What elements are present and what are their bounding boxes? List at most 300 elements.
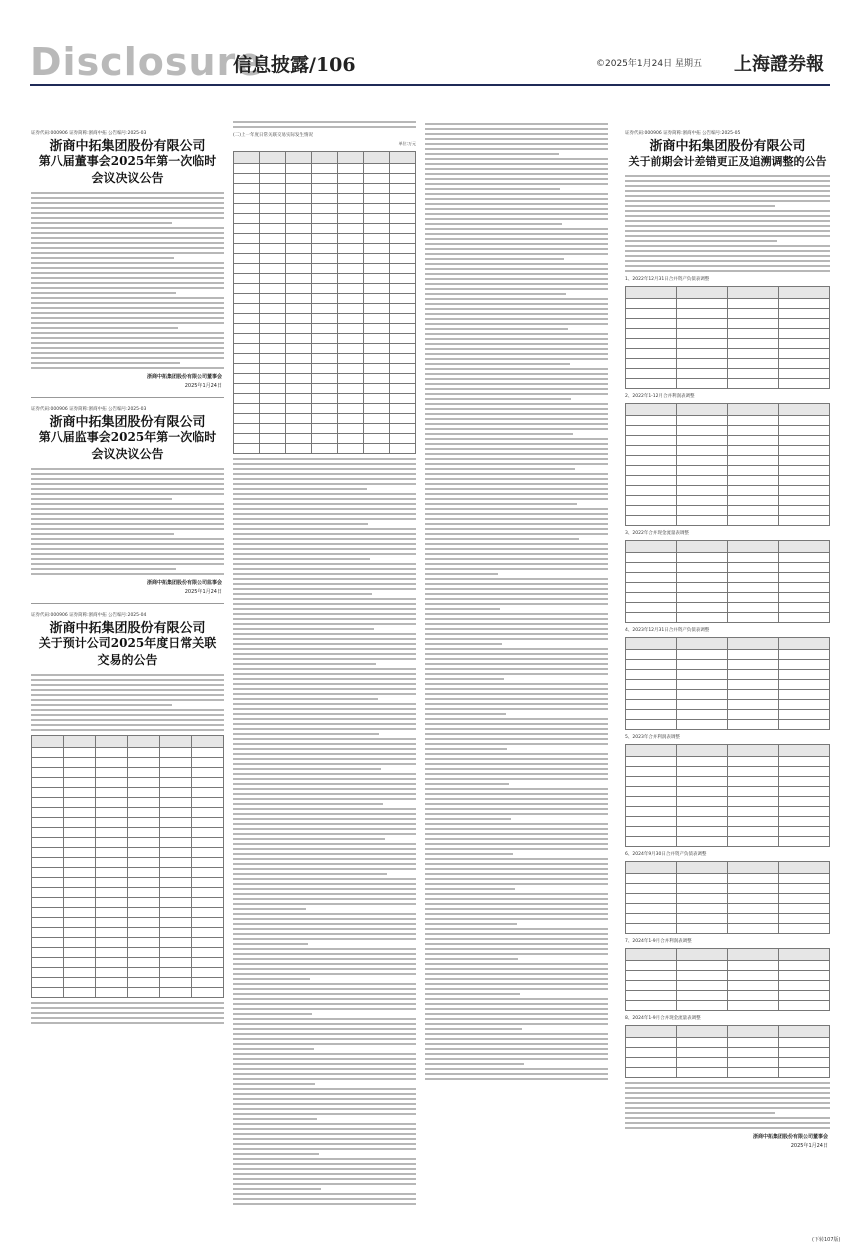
table-cell	[128, 938, 160, 948]
table-cell	[728, 837, 779, 847]
table-cell	[234, 224, 260, 234]
table-row	[234, 324, 416, 334]
table-cell	[728, 807, 779, 817]
text-line	[233, 693, 416, 695]
text-line	[233, 858, 416, 860]
table-cell	[390, 274, 416, 284]
table-cell	[260, 234, 286, 244]
table-row	[32, 988, 224, 998]
text-line	[233, 633, 416, 635]
text-line	[233, 1178, 416, 1180]
table-cell	[364, 274, 390, 284]
table-cell	[677, 680, 728, 690]
table-cell	[677, 436, 728, 446]
table-row	[32, 828, 224, 838]
table-row	[234, 254, 416, 264]
table-cell	[260, 324, 286, 334]
table-cell	[338, 254, 364, 264]
text-line	[425, 328, 568, 330]
table-cell	[390, 354, 416, 364]
table-cell	[32, 938, 64, 948]
table-row	[234, 194, 416, 204]
table-cell	[286, 304, 312, 314]
text-line	[625, 195, 830, 197]
text-line	[425, 1033, 608, 1035]
table-cell	[728, 287, 779, 299]
table-row	[626, 817, 830, 827]
table-cell	[677, 563, 728, 573]
text-line	[425, 618, 608, 620]
table-row	[626, 349, 830, 359]
table-row	[626, 516, 830, 526]
table-cell	[677, 1038, 728, 1048]
table-cell	[626, 446, 677, 456]
table-cell	[234, 404, 260, 414]
text-line	[233, 483, 416, 485]
text-line	[425, 288, 608, 290]
text-line	[31, 247, 224, 249]
table-cell	[338, 374, 364, 384]
text-line	[425, 303, 608, 305]
table-cell	[626, 339, 677, 349]
table-row	[626, 961, 830, 971]
text-line	[625, 250, 830, 252]
table-cell	[677, 767, 728, 777]
text-line	[425, 418, 608, 420]
table-cell	[677, 862, 728, 874]
table-row	[234, 404, 416, 414]
text-line	[425, 958, 518, 960]
table-row	[32, 798, 224, 808]
table-cell	[192, 898, 224, 908]
table-row	[626, 745, 830, 757]
text-line	[31, 307, 224, 309]
table-cell	[728, 720, 779, 730]
text-line	[425, 193, 608, 195]
table-cell	[626, 287, 677, 299]
table-cell	[312, 274, 338, 284]
text-line	[625, 255, 830, 257]
article-title-line1: 浙商中拓集团股份有限公司	[649, 139, 806, 154]
text-line	[425, 953, 608, 955]
text-line	[425, 298, 608, 300]
table-cell	[312, 444, 338, 454]
text-line	[233, 1078, 416, 1080]
table-cell	[286, 164, 312, 174]
table-cell	[779, 1048, 830, 1058]
table-row	[626, 767, 830, 777]
text-line	[31, 714, 224, 716]
table-cell	[779, 767, 830, 777]
text-line	[425, 1043, 608, 1045]
table-cell	[779, 516, 830, 526]
table-row	[234, 394, 416, 404]
table-row	[626, 319, 830, 329]
text-line	[31, 538, 224, 540]
table-cell	[677, 553, 728, 563]
table-cell	[96, 908, 128, 918]
text-line	[625, 1117, 830, 1119]
table-cell	[260, 344, 286, 354]
table-cell	[390, 364, 416, 374]
table-cell	[338, 204, 364, 214]
table-cell	[64, 908, 96, 918]
table-cell	[192, 968, 224, 978]
table-cell	[128, 798, 160, 808]
table-cell	[338, 334, 364, 344]
table-cell	[338, 304, 364, 314]
article-related-party	[31, 612, 224, 1024]
text-line	[233, 1198, 416, 1200]
table-cell	[779, 745, 830, 757]
table-cell	[260, 384, 286, 394]
article-title-line1: 浙商中拓集团股份有限公司	[49, 621, 206, 636]
table-row	[626, 650, 830, 660]
table-cell	[728, 1048, 779, 1058]
text-line	[31, 277, 224, 279]
text-line	[425, 238, 608, 240]
table-cell	[626, 379, 677, 389]
table-row	[626, 476, 830, 486]
text-line	[425, 378, 608, 380]
section-title: 信息披露/106	[233, 54, 356, 76]
text-line	[31, 1007, 224, 1009]
table-cell	[728, 710, 779, 720]
text-line	[625, 185, 830, 187]
text-line	[425, 608, 500, 610]
table-row	[626, 914, 830, 924]
text-line	[625, 200, 830, 202]
text-line	[233, 468, 416, 470]
table-cell	[96, 958, 128, 968]
table-cell	[390, 434, 416, 444]
column-left	[31, 130, 224, 1027]
text-line	[625, 1082, 830, 1084]
text-line	[233, 553, 416, 555]
table-caption: 5、2023年合并利润表调整	[625, 735, 680, 740]
text-line	[31, 704, 172, 706]
table-cell	[64, 858, 96, 868]
table-cell	[779, 541, 830, 553]
text-line	[425, 973, 608, 975]
table-cell	[234, 174, 260, 184]
table-row	[626, 573, 830, 583]
text-line	[425, 1073, 608, 1075]
table-cell	[338, 244, 364, 254]
table-cell	[728, 991, 779, 1001]
table-cell	[626, 757, 677, 767]
text-line	[425, 478, 608, 480]
text-line	[625, 1102, 830, 1104]
text-line	[425, 653, 608, 655]
table-cell	[626, 416, 677, 426]
text-line	[233, 618, 416, 620]
table-cell	[160, 988, 192, 998]
table-cell	[96, 968, 128, 978]
table-cell	[32, 838, 64, 848]
table-cell	[160, 918, 192, 928]
table-row	[626, 466, 830, 476]
table-cell	[96, 748, 128, 758]
table-cell	[312, 284, 338, 294]
text-line	[31, 322, 224, 324]
text-line	[31, 508, 224, 510]
restatement-table	[625, 540, 830, 623]
table-cell	[312, 434, 338, 444]
text-line	[233, 973, 416, 975]
text-line	[425, 963, 608, 965]
text-line	[31, 207, 224, 209]
text-line	[425, 933, 608, 935]
article-date: 2025年1月24日	[790, 1143, 828, 1149]
table-cell	[160, 758, 192, 768]
text-line	[425, 738, 608, 740]
text-line	[233, 1028, 416, 1030]
masthead-rule	[30, 84, 830, 86]
table-cell	[364, 304, 390, 314]
table-row	[626, 757, 830, 767]
table-cell	[677, 339, 728, 349]
table-cell	[338, 364, 364, 374]
text-line	[233, 783, 416, 785]
text-line	[425, 868, 608, 870]
article-title-line2: 第八届监事会2025年第一次临时	[38, 430, 217, 444]
table-cell	[338, 394, 364, 404]
text-line	[31, 518, 224, 520]
table-cell	[160, 818, 192, 828]
table-cell	[677, 904, 728, 914]
table-row	[626, 862, 830, 874]
text-line	[425, 383, 608, 385]
text-line	[425, 248, 608, 250]
table-cell	[677, 670, 728, 680]
table-row	[234, 234, 416, 244]
text-line	[425, 553, 608, 555]
text-line	[425, 533, 608, 535]
text-line	[425, 213, 608, 215]
table-caption: 2、2022年1-12月合并利润表调整	[625, 394, 695, 399]
table-cell	[64, 868, 96, 878]
text-line	[425, 848, 608, 850]
table-cell	[677, 690, 728, 700]
table-cell	[96, 888, 128, 898]
table-cell	[677, 456, 728, 466]
table-cell	[234, 324, 260, 334]
related-party-table	[31, 735, 224, 998]
text-line	[233, 678, 416, 680]
text-line	[425, 623, 608, 625]
table-cell	[312, 354, 338, 364]
table-cell	[626, 807, 677, 817]
table-cell	[728, 446, 779, 456]
text-line	[425, 1078, 608, 1080]
table-cell	[32, 918, 64, 928]
text-line	[425, 398, 571, 400]
text-line	[425, 878, 608, 880]
table-cell	[160, 898, 192, 908]
text-line	[31, 212, 224, 214]
table-cell	[626, 1048, 677, 1058]
table-cell	[626, 650, 677, 660]
table-cell	[160, 768, 192, 778]
table-cell	[677, 613, 728, 623]
table-cell	[677, 416, 728, 426]
table-row	[626, 660, 830, 670]
table-cell	[364, 244, 390, 254]
table-cell	[728, 650, 779, 660]
text-line	[233, 493, 416, 495]
table-row	[626, 680, 830, 690]
table-cell	[64, 958, 96, 968]
text-line	[425, 458, 608, 460]
table-cell	[677, 299, 728, 309]
table-cell	[626, 680, 677, 690]
table-row	[234, 184, 416, 194]
table-cell	[779, 466, 830, 476]
table-cell	[312, 152, 338, 164]
article-title-line1: 浙商中拓集团股份有限公司	[49, 139, 206, 154]
table-cell	[626, 541, 677, 553]
text-line	[233, 463, 416, 465]
table-cell	[338, 414, 364, 424]
table-cell	[779, 971, 830, 981]
table-cell	[160, 798, 192, 808]
text-line	[233, 838, 385, 840]
table-row	[626, 563, 830, 573]
text-line	[425, 748, 507, 750]
table-cell	[192, 798, 224, 808]
article-title-line2: 关于前期会计差错更正及追溯调整的公告	[628, 155, 827, 168]
text-line	[425, 563, 608, 565]
text-line	[425, 143, 608, 145]
table-cell	[160, 858, 192, 868]
table-cell	[338, 324, 364, 334]
text-line	[425, 428, 608, 430]
text-line	[425, 1038, 608, 1040]
table-cell	[779, 299, 830, 309]
table-cell	[64, 848, 96, 858]
article-body	[425, 123, 608, 1080]
text-line	[233, 1133, 416, 1135]
text-line	[31, 302, 224, 304]
table-cell	[626, 817, 677, 827]
text-line	[425, 898, 608, 900]
table-caption: (二)上一年度日常关联交易实际发生情况	[233, 133, 314, 138]
table-cell	[260, 274, 286, 284]
table-cell	[312, 424, 338, 434]
text-line	[233, 121, 416, 123]
text-line	[233, 948, 416, 950]
text-line	[31, 674, 224, 676]
table-row	[626, 613, 830, 623]
table-cell	[192, 828, 224, 838]
table-cell	[234, 264, 260, 274]
text-line	[233, 798, 416, 800]
text-line	[31, 317, 224, 319]
table-cell	[677, 884, 728, 894]
table-cell	[626, 1068, 677, 1078]
table-cell	[390, 414, 416, 424]
table-cell	[312, 254, 338, 264]
table-cell	[728, 690, 779, 700]
table-cell	[779, 426, 830, 436]
text-line	[233, 1158, 416, 1160]
text-line	[31, 548, 224, 550]
table-cell	[286, 174, 312, 184]
text-line	[233, 788, 416, 790]
text-line	[233, 533, 416, 535]
table-row	[626, 339, 830, 349]
table-cell	[779, 874, 830, 884]
table-cell	[364, 234, 390, 244]
table-cell	[364, 224, 390, 234]
text-line	[425, 518, 608, 520]
table-row	[234, 204, 416, 214]
text-line	[425, 773, 608, 775]
text-line	[425, 183, 608, 185]
table-cell	[626, 961, 677, 971]
text-line	[425, 453, 608, 455]
table-cell	[160, 736, 192, 748]
article-body	[233, 121, 416, 128]
text-line	[425, 338, 608, 340]
table-cell	[234, 314, 260, 324]
text-line	[425, 1018, 608, 1020]
text-line	[31, 513, 224, 515]
table-cell	[728, 613, 779, 623]
text-line	[425, 448, 608, 450]
table-cell	[626, 506, 677, 516]
text-line	[625, 270, 830, 272]
table-row	[234, 304, 416, 314]
text-line	[233, 1088, 416, 1090]
table-cell	[192, 808, 224, 818]
article-title-line1: 浙商中拓集团股份有限公司	[49, 415, 206, 430]
table-cell	[779, 369, 830, 379]
text-line	[233, 1153, 319, 1155]
text-line	[233, 563, 416, 565]
table-row	[234, 214, 416, 224]
text-line	[425, 313, 608, 315]
table-cell	[128, 748, 160, 758]
text-line	[425, 578, 608, 580]
table-row	[626, 797, 830, 807]
text-line	[425, 793, 608, 795]
text-line	[233, 673, 416, 675]
table-cell	[626, 777, 677, 787]
table-cell	[626, 426, 677, 436]
table-row	[626, 981, 830, 991]
table-row	[32, 888, 224, 898]
table-cell	[677, 1048, 728, 1058]
text-line	[425, 333, 608, 335]
table-cell	[160, 808, 192, 818]
table-cell	[338, 384, 364, 394]
table-row	[626, 496, 830, 506]
table-cell	[626, 949, 677, 961]
table-cell	[677, 660, 728, 670]
text-line	[233, 1188, 321, 1190]
text-line	[31, 694, 224, 696]
table-cell	[677, 914, 728, 924]
text-line	[233, 918, 416, 920]
text-line	[425, 833, 608, 835]
table-cell	[160, 938, 192, 948]
text-line	[425, 548, 608, 550]
table-caption: 4、2023年12月31日合并资产负债表调整	[625, 628, 710, 633]
text-line	[31, 347, 224, 349]
table-cell	[728, 573, 779, 583]
